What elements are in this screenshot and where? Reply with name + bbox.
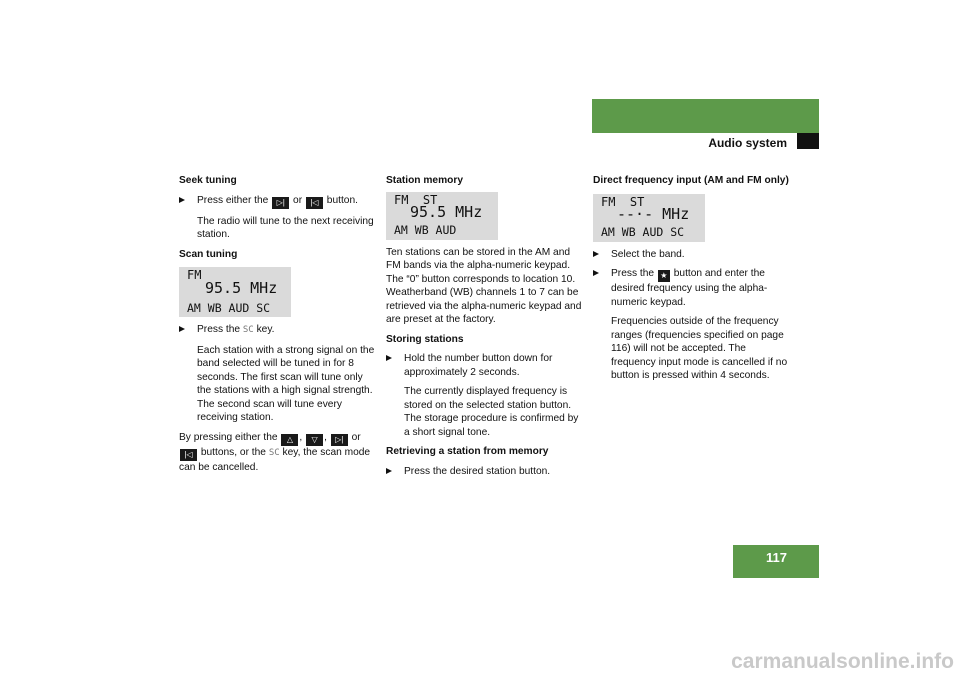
down-icon: ▽ bbox=[306, 434, 323, 446]
bullet-arrow-icon bbox=[386, 468, 392, 474]
scan-bullet: Press the SC key. bbox=[179, 323, 379, 338]
storing-bullet: Hold the number button down for approximately 2 seconds. bbox=[386, 352, 586, 379]
station-memory-heading: Station memory bbox=[386, 175, 463, 186]
section-title: Controls in detail bbox=[688, 15, 787, 29]
press-star-bullet: Press the ★ button and enter the desired frequency using the alpha-numeric keypad. bbox=[593, 267, 793, 309]
bullet-arrow-icon bbox=[386, 355, 392, 361]
watermark: carmanualsonline.info bbox=[731, 650, 954, 673]
seek-back-icon: |◁ bbox=[306, 197, 323, 209]
select-band-bullet: Select the band. bbox=[593, 248, 793, 262]
bullet-arrow-icon bbox=[593, 270, 599, 276]
column-seek-scan bbox=[179, 174, 379, 480]
bullet-arrow-icon bbox=[593, 251, 599, 257]
bullet-arrow-icon bbox=[179, 326, 185, 332]
frequency-note: Frequencies outside of the frequency ranges (frequencies specified on page 116) will not be accepted. The frequency input mode is cancelled if no button is pressed within 4 seconds. bbox=[611, 316, 788, 381]
lcd-display-memory: FM ST 95.5 MHz AM WB AUD bbox=[386, 192, 498, 240]
section-subtitle: Audio system bbox=[708, 136, 787, 150]
storing-note: The currently displayed frequency is stored on the selected station button. The storage procedure is confirmed by a short signal tone. bbox=[404, 386, 579, 438]
direct-input-heading: Direct frequency input (AM and FM only) bbox=[593, 175, 789, 186]
page-number: 117 bbox=[733, 545, 819, 578]
sc-key-label: SC bbox=[268, 447, 280, 458]
star-key-icon: ★ bbox=[658, 270, 670, 282]
header-bar bbox=[592, 99, 819, 133]
retrieve-heading: Retrieving a station from memory bbox=[386, 446, 549, 457]
memory-text: Ten stations can be stored in the AM and FM bands via the alpha-numeric keypad. The “0” button corresponds to location 10. Weatherband (WB) channels 1 to 7 can be retrieved via the alpha-numeric keypad and are preset at the factory. bbox=[386, 246, 582, 325]
seek-note: The radio will tune to the next receiving station. bbox=[197, 215, 374, 240]
header-tab-marker bbox=[797, 133, 819, 149]
seek-back-icon: |◁ bbox=[180, 449, 197, 461]
lcd-display-direct: FM ST --·- MHz AM WB AUD SC bbox=[593, 194, 705, 242]
seek-tuning-heading: Seek tuning bbox=[179, 175, 237, 186]
storing-stations-heading: Storing stations bbox=[386, 333, 464, 345]
bullet-arrow-icon bbox=[179, 197, 185, 203]
up-icon: △ bbox=[281, 434, 298, 446]
scan-cancel-text: By pressing either the △ , ▽ , ▷| or |◁ buttons, or the SC key, the scan mode can be cancelled. bbox=[179, 431, 371, 473]
column-station-memory bbox=[386, 174, 586, 484]
scan-tuning-heading: Scan tuning bbox=[179, 248, 238, 260]
seek-forward-icon: ▷| bbox=[331, 434, 348, 446]
seek-forward-icon: ▷| bbox=[272, 197, 289, 209]
lcd-display-scan: FM 95.5 MHz AM WB AUD SC bbox=[179, 267, 291, 317]
sc-key-label: SC bbox=[242, 325, 254, 335]
retrieve-bullet: Press the desired station button. bbox=[386, 465, 586, 479]
column-direct-frequency bbox=[593, 174, 793, 389]
seek-bullet: Press either the ▷| or |◁ button. bbox=[179, 194, 379, 209]
scan-note: Each station with a strong signal on the band selected will be tuned in for 8 seconds. The first scan will tune only the stations with a high signal strength. The second scan will tune every receiving station. bbox=[197, 344, 375, 423]
